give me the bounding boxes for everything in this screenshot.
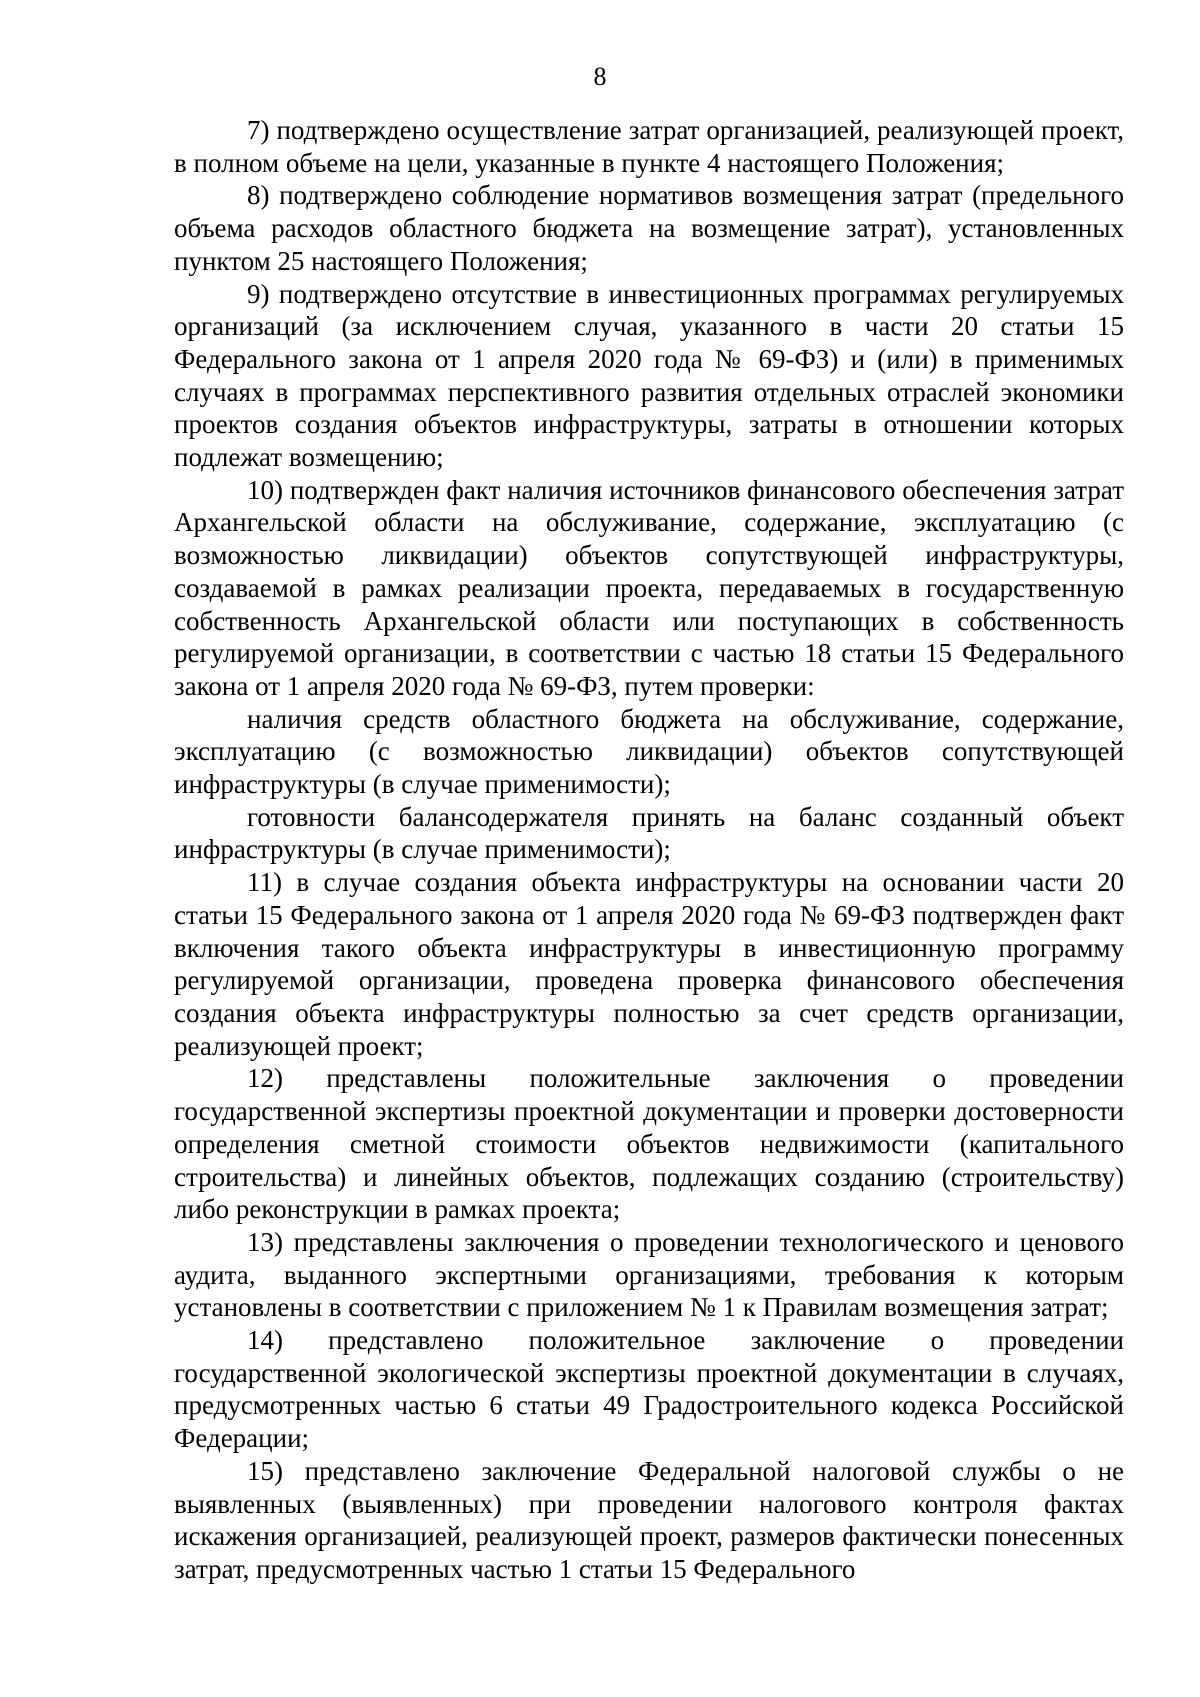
paragraph-subitem-balance-holder: готовности балансодержателя принять на баланс созданный объект инфраструктуры (в случае применимости); — [174, 801, 1124, 865]
paragraph-item-15: 15) представлено заключение Федеральной налоговой службы о не выявленных (выявленных) при проведении налогового контроля фактах искажения организацией, реализующей проект, размеров фактически понесенных затрат, предусмотренных частью 1 статьи 15 Федерального — [174, 1455, 1124, 1584]
paragraph-item-8: 8) подтверждено соблюдение нормативов возмещения затрат (предельного объема расходов областного бюджета на возмещение затрат), установленных пунктом 25 настоящего Положения; — [174, 180, 1124, 276]
paragraph-subitem-budget-funds: наличия средств областного бюджета на обслуживание, содержание, эксплуатацию (с возможностью ликвидации) объектов сопутствующей инфраструктуры (в случае применимости); — [174, 703, 1124, 800]
paragraph-item-7: 7) подтверждено осуществление затрат организацией, реализующей проект, в полном объеме на цели, указанные в пункте 4 настоящего Положения; — [174, 115, 1124, 178]
paragraph-item-13: 13) представлены заключения о проведении технологического и ценового аудита, выданного экспертными организациями, требования к которым установлены в соответствии с приложением № 1 к Правилам возмещения затрат; — [174, 1226, 1124, 1323]
paragraph-item-11: 11) в случае создания объекта инфраструктуры на основании части 20 статьи 15 Федерального закона от 1 апреля 2020 года № 69-ФЗ подтвержден факт включения такого объекта инфраструктуры в инвестиционную программу регулируемой организации, проведена проверка финансового обеспечения создания объекта инфраструктуры полностью за счет средств организации, реализующей проект; — [174, 867, 1124, 1061]
document-body — [174, 114, 1124, 1586]
page-number: 8 — [593, 62, 607, 91]
paragraph-item-10: 10) подтвержден факт наличия источников финансового обеспечения затрат Архангельской области на обслуживание, содержание, эксплуатацию (с возможностью ликвидации) объектов сопутствующей инфраструктуры, создаваемой в рамках реализации проекта, передаваемых в государственную собственность Архангельской области или поступающих в собственность регулируемой организации, в соответствии с частью 18 статьи 15 Федерального закона от 1 апреля 2020 года № 69-ФЗ, путем проверки: — [174, 474, 1124, 701]
paragraph-item-14: 14) представлено положительное заключение о проведении государственной экологической экспертизы проектной документации в случаях, предусмотренных частью 6 статьи 49 Градостроительного кодекса Российской Федерации; — [174, 1325, 1124, 1454]
paragraph-item-12: 12) представлены положительные заключения о проведении государственной экспертизы проектной документации и проверки достоверности определения сметной стоимости объектов недвижимости (капитального строительства) и линейных объектов, подлежащих созданию (строительству) либо реконструкции в рамках проекта; — [174, 1063, 1124, 1225]
paragraph-item-9: 9) подтверждено отсутствие в инвестиционных программах регулируемых организаций (за исключением случая, указанного в части 20 статьи 15 Федерального закона от 1 апреля 2020 года № 69-ФЗ) и (или) в применимых случаях в программах перспективного развития отдельных отраслей экономики проектов создания объектов инфраструктуры, затраты в отношении которых подлежат возмещению; — [174, 278, 1124, 473]
